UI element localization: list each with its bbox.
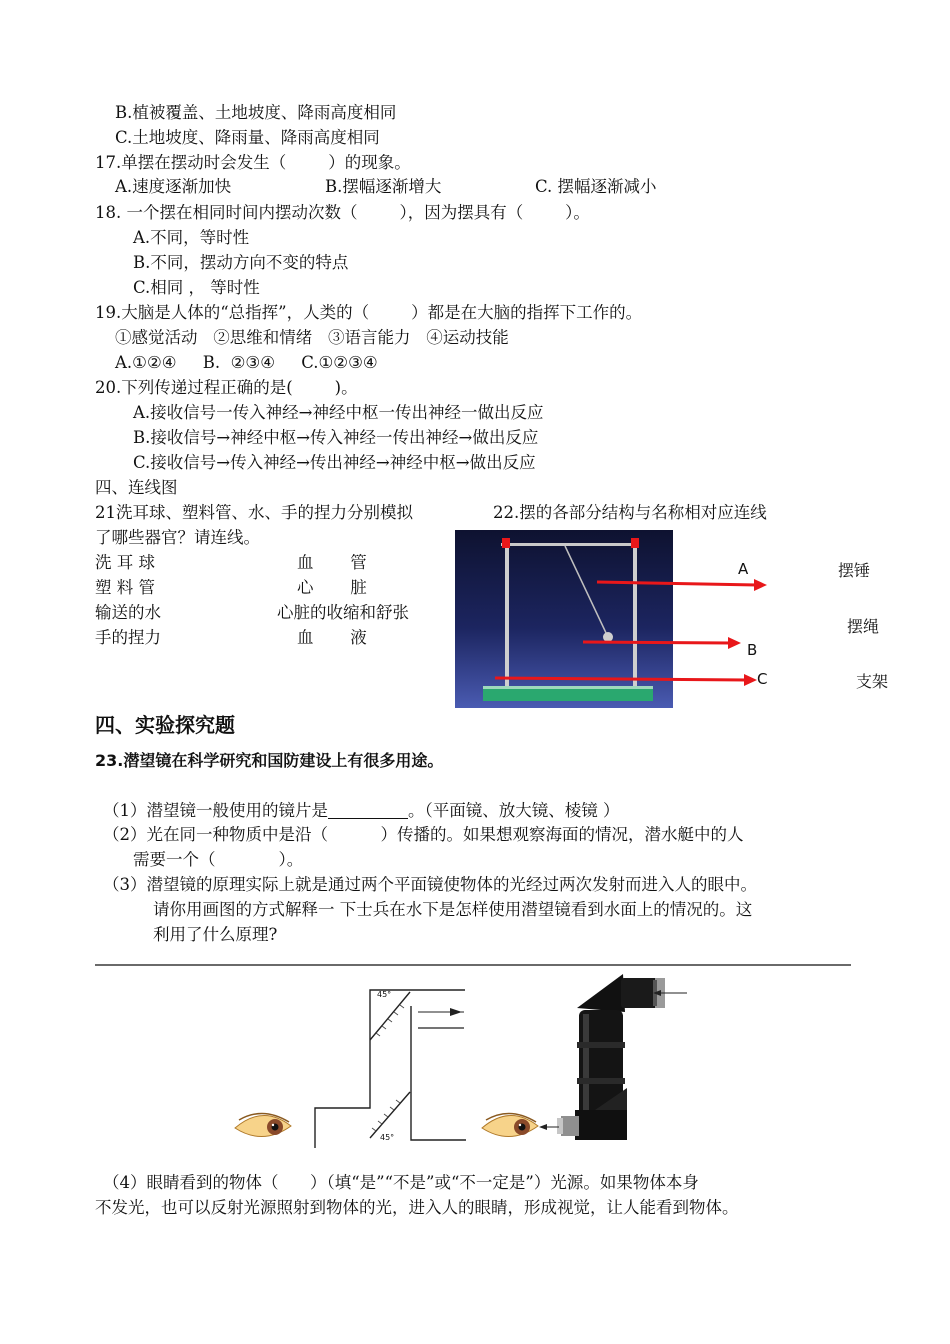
eye-icon bbox=[480, 1106, 540, 1146]
right-item-blood: 血 液 bbox=[297, 628, 367, 647]
pendulum-name-string: 摆绳 bbox=[847, 617, 880, 636]
q18-stem: 18. 一个摆在相同时间内摆动次数（ ），因为摆具有（ ）。 bbox=[95, 203, 590, 222]
right-item-vessel: 血 管 bbox=[297, 553, 367, 572]
q20-stem: 20.下列传递过程正确的是( )。 bbox=[95, 378, 358, 397]
angle-label-bottom: 45° bbox=[380, 1133, 395, 1142]
eye-icon bbox=[233, 1106, 293, 1146]
q17-stem: 17.单摆在摆动时会发生（ ）的现象。 bbox=[95, 153, 411, 172]
q23-title: 23.潜望镜在科学研究和国防建设上有很多用途。 bbox=[95, 751, 444, 770]
q21-line2: 了哪些器官？请连线。 bbox=[95, 528, 260, 547]
q21-line1: 21洗耳球、塑料管、水、手的捏力分别模拟 bbox=[95, 503, 413, 522]
pendulum-label-c: C bbox=[757, 670, 768, 688]
angle-label-top: 45° bbox=[377, 990, 392, 999]
q23-part4-line1: （4）眼睛看到的物体（ ）（填“是”“不是”或“不一定是”）光源。如果物体本身 bbox=[103, 1173, 699, 1192]
q17-option-b: B.摆幅逐渐增大 bbox=[325, 177, 442, 196]
right-item-heart: 心 脏 bbox=[297, 578, 367, 597]
q18-option-c: C.相同 ， 等时性 bbox=[133, 278, 260, 297]
q20-option-c: C.接收信号→传入神经→传出神经→神经中枢→做出反应 bbox=[133, 453, 536, 472]
connect-section-title: 四、连线图 bbox=[95, 478, 178, 497]
q19-items: ①感觉活动 ②思维和情绪 ③语言能力 ④运动技能 bbox=[115, 328, 509, 347]
q23-part3-line1: （3）潜望镜的原理实际上就是通过两个平面镜使物体的光经过两次发射而进入人的眼中。 bbox=[103, 875, 757, 894]
q23-part3-line3: 利用了什么原理? bbox=[153, 925, 278, 944]
q23-part4-line2: 不发光，也可以反射光源照射到物体的光，进入人的眼睛，形成视觉，让人能看到物体。 bbox=[95, 1198, 739, 1217]
q23-part3-line2: 请你用画图的方式解释一 下士兵在水下是怎样使用潜望镜看到水面上的情况的。这 bbox=[153, 900, 753, 919]
pendulum-label-a: A bbox=[738, 560, 749, 578]
answer-blank[interactable] bbox=[328, 802, 408, 819]
pendulum-name-bob: 摆锤 bbox=[838, 561, 871, 580]
left-item-grip: 手的捏力 bbox=[95, 628, 161, 647]
left-item-plastic-tube: 塑 料 管 bbox=[95, 578, 155, 597]
experiment-section-title: 四、实验探究题 bbox=[95, 713, 235, 737]
q20-option-b: B.接收信号→神经中枢→传入神经一传出神经→做出反应 bbox=[133, 428, 539, 447]
q18-option-b: B.不同，摆动方向不变的特点 bbox=[133, 253, 349, 272]
q22-stem: 22.摆的各部分结构与名称相对应连线 bbox=[493, 503, 767, 522]
q18-option-a: A.不同，等时性 bbox=[133, 228, 250, 247]
q17-option-c: C. 摆幅逐渐减小 bbox=[535, 177, 657, 196]
pendulum-label-b: B bbox=[747, 641, 758, 659]
q23-part2-line2: 需要一个（ ）。 bbox=[133, 850, 304, 869]
pendulum-arrows bbox=[455, 530, 785, 710]
answer-line bbox=[95, 964, 851, 968]
left-item-water: 输送的水 bbox=[95, 603, 161, 622]
q23-part2-line1: （2）光在同一种物质中是沿（ ）传播的。如果想观察海面的情况，潜水艇中的人 bbox=[103, 825, 744, 844]
q16-option-b: B.植被覆盖、土地坡度、降雨高度相同 bbox=[115, 103, 397, 122]
periscope-photo bbox=[535, 970, 695, 1148]
q16-option-c: C.土地坡度、降雨量、降雨高度相同 bbox=[115, 128, 380, 147]
q17-option-a: A.速度逐渐加快 bbox=[115, 177, 232, 196]
q20-option-a: A.接收信号一传入神经→神经中枢一传出神经一做出反应 bbox=[133, 403, 544, 422]
pendulum-name-stand: 支架 bbox=[856, 672, 889, 691]
q19-stem: 19.大脑是人体的“总指挥”，人类的（ ）都是在大脑的指挥下工作的。 bbox=[95, 303, 643, 322]
q19-options: A.①②④ B. ②③④ C.①②③④ bbox=[115, 353, 378, 372]
left-item-ear-bulb: 洗 耳 球 bbox=[95, 553, 155, 572]
q23-part1: （1）潜望镜一般使用的镜片是 。（平面镜、放大镜、棱镜 ） bbox=[103, 801, 620, 820]
right-item-heart-beat: 心脏的收缩和舒张 bbox=[277, 603, 409, 622]
